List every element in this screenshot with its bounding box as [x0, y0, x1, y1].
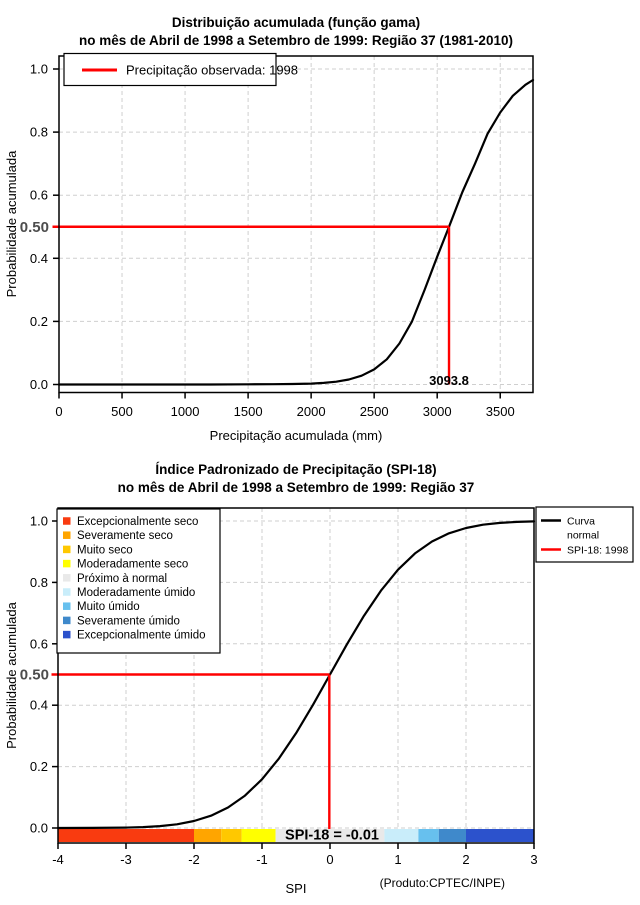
curves-legend-label-line2: normal	[567, 529, 600, 542]
y-tick-label: 0.4	[29, 250, 48, 266]
plot-box	[59, 56, 533, 393]
legend-item-label: Severamente seco	[77, 530, 173, 543]
legend-item-label: Severamente úmido	[77, 615, 180, 628]
y-tick-label: 0.2	[29, 313, 48, 329]
x-tick-label: -1	[256, 852, 268, 867]
y-tick-label: 1.0	[29, 513, 48, 529]
x-tick-label: 3	[530, 852, 538, 867]
colorbar-segment	[466, 829, 534, 842]
product-credit: (Produto:CPTEC/INPE)	[379, 876, 505, 890]
x-tick-label: 1000	[170, 404, 200, 419]
colorbar-segment	[194, 829, 221, 842]
median-tick-label: 0.50	[19, 666, 49, 684]
top-legend-label: Precipitação observada: 1998	[126, 62, 299, 78]
x-tick-label: 0	[55, 404, 63, 419]
x-tick-label: 0	[326, 852, 334, 867]
colorbar-segment	[58, 829, 194, 842]
bottom-chart-subtitle: no mês de Abril de 1998 a Setembro de 1999: Região 37	[117, 480, 475, 495]
legend-item-label: Moderadamente seco	[77, 558, 189, 571]
x-tick-label: 500	[111, 404, 133, 419]
y-tick-label: 0.0	[29, 377, 48, 392]
top-xaxis-label: Precipitação acumulada (mm)	[209, 428, 383, 443]
colorbar-segment	[439, 829, 466, 842]
y-tick-label: 1.0	[29, 61, 48, 77]
colorbar-segment	[384, 829, 418, 842]
legend-swatch	[63, 588, 71, 596]
y-tick-label: 0.6	[29, 636, 48, 652]
top-yaxis-label: Probabilidade acumulada	[4, 150, 19, 298]
legend-item-label: Excepcionalmente seco	[77, 516, 199, 528]
gamma-cdf-plot-area	[20, 56, 533, 419]
colorbar-segment	[221, 829, 241, 842]
curves-legend-spi-label: SPI-18: 1998	[567, 544, 629, 557]
bottom-yaxis-label: Probabilidade acumulada	[4, 602, 19, 749]
legend-item-label: Moderadamente úmido	[77, 587, 196, 599]
y-tick-label: 0.0	[29, 820, 48, 836]
x-tick-label: 3500	[485, 404, 515, 419]
bottom-marker-label: SPI-18 = -0.01	[285, 827, 379, 844]
legend-swatch	[63, 617, 71, 625]
x-tick-label: 1500	[233, 404, 263, 419]
x-tick-label: -4	[52, 852, 64, 867]
legend-item-label: Muito úmido	[77, 601, 140, 614]
colorbar-segment	[242, 829, 276, 842]
top-chart-subtitle: no mês de Abril de 1998 a Setembro de 1999: Região 37 (1981-2010)	[79, 33, 513, 48]
x-tick-label: 2000	[296, 404, 326, 419]
y-tick-label: 0.8	[29, 574, 48, 590]
x-tick-label: -2	[188, 852, 200, 867]
legend-swatch	[63, 602, 71, 610]
legend-item-label: Próximo à normal	[77, 572, 168, 585]
top-chart-title: Distribuição acumulada (função gama)	[171, 15, 421, 30]
legend-swatch	[63, 574, 71, 582]
y-tick-label: 0.4	[29, 697, 48, 713]
x-tick-label: -3	[120, 852, 132, 867]
x-tick-label: 2500	[359, 404, 389, 419]
colorbar-segment	[418, 829, 438, 842]
legend-swatch	[63, 517, 71, 525]
legend-item-label: Muito seco	[77, 544, 133, 557]
x-tick-label: 2	[462, 852, 470, 867]
bottom-chart-title: Índice Padronizado de Precipitação (SPI-18)	[155, 462, 437, 477]
legend-swatch	[63, 560, 71, 568]
y-tick-label: 0.8	[29, 124, 48, 140]
cdf-curve	[59, 80, 533, 385]
x-tick-label: 1	[394, 852, 402, 867]
legend-swatch	[63, 531, 71, 539]
legend-swatch	[63, 546, 71, 554]
bottom-xaxis-label: SPI	[285, 881, 307, 896]
top-marker-label: 3093.8	[429, 373, 469, 388]
curves-legend-label-line1: Curva	[567, 515, 596, 528]
legend-swatch	[63, 631, 71, 639]
median-tick-label: 0.50	[19, 218, 49, 236]
y-tick-label: 0.6	[29, 187, 48, 203]
legend-item-label: Excepcionalmente úmido	[77, 629, 206, 642]
x-tick-label: 3000	[422, 404, 452, 419]
y-tick-label: 0.2	[29, 759, 48, 775]
